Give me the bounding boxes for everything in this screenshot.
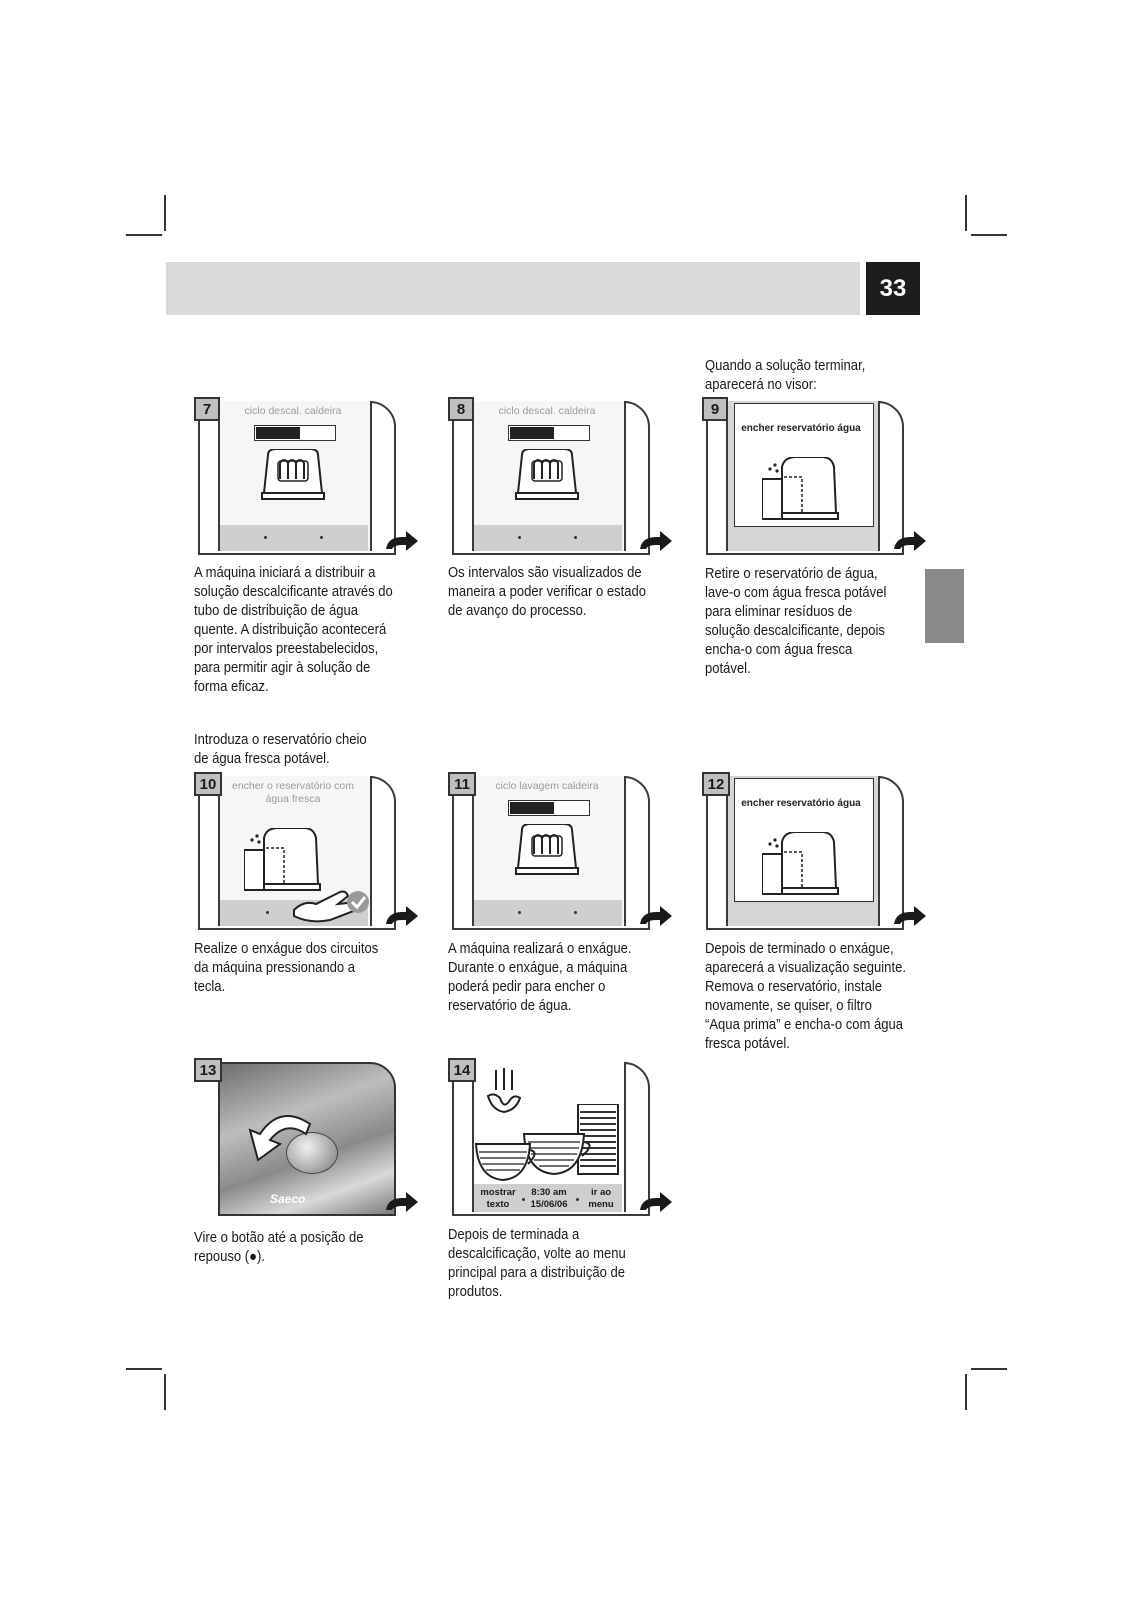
step-panel [702, 772, 902, 932]
machine-icon [512, 449, 584, 503]
step-text: A máquina realizará o enxágue. Durante o enxágue, a máquina poderá pedir para encher o reservatório de água. [448, 941, 632, 1014]
progress-fill [510, 427, 554, 439]
show-text-softkey[interactable]: mostrar texto [480, 1187, 516, 1210]
screen-title: encher reservatório água [741, 423, 861, 434]
step-number: 9 [702, 397, 728, 421]
next-arrow-icon [384, 1188, 420, 1214]
crop-mark [126, 1368, 162, 1370]
cups-icon [474, 1104, 624, 1184]
machine-photo [218, 1062, 396, 1216]
next-arrow-icon [638, 527, 674, 553]
crop-mark [164, 1374, 166, 1410]
next-arrow-icon [892, 902, 928, 928]
step-panel [448, 1058, 648, 1218]
screen-title: encher o reservatório com água fresca [232, 780, 354, 805]
next-arrow-icon [638, 1188, 674, 1214]
crop-mark [126, 234, 162, 236]
step-number: 10 [194, 772, 222, 796]
crop-mark [164, 195, 166, 231]
machine-icon [258, 449, 330, 503]
step-panel [194, 772, 394, 932]
step-text: A máquina iniciará a distribuir a solução descalcificante através do tubo de distribuição de água quente. A distribuição acontecerá por intervalos preestabelecidos, para permitir agir à solução de forma eficaz. [194, 565, 393, 695]
step-text: Realize o enxágue dos circuitos da máquina pressionando a tecla. [194, 941, 379, 995]
softkey-bar [474, 1184, 622, 1212]
softkey-bar [220, 525, 368, 551]
header-bar [166, 262, 860, 315]
crop-mark [965, 1374, 967, 1410]
machine-icon [512, 824, 584, 878]
step-panel [448, 397, 648, 557]
screen-title: ciclo descal. caldeira [498, 405, 596, 417]
step-text: Vire o botão até a posição de repouso (●). [194, 1230, 364, 1265]
step-text: Os intervalos são visualizados de maneira a poder verificar o estado de avanço do processo. [448, 565, 647, 619]
progress-fill [256, 427, 300, 439]
softkey-bar [474, 525, 622, 551]
intro-top-text: Quando a solução terminar, aparecerá no visor: [705, 358, 866, 393]
step-text: Retire o reservatório de água, lave-o com água fresca potável para eliminar resíduos de solução descalcificante, depois encha-o com água fresca potável. [705, 566, 887, 677]
step-panel [448, 772, 648, 932]
intro-mid-text: Introduza o reservatório cheio de água fresca potável. [194, 732, 367, 767]
step-number: 12 [702, 772, 730, 796]
rotate-arrow-icon [240, 1104, 320, 1174]
next-arrow-icon [384, 902, 420, 928]
screen-title: ciclo lavagem caldeira [495, 780, 599, 792]
water-tank-icon [762, 832, 842, 898]
go-menu-softkey[interactable]: ir ao menu [588, 1187, 614, 1210]
brand-logo: Saeco [270, 1192, 306, 1206]
step-panel [702, 397, 902, 557]
screen-title: encher reservatório água [741, 798, 861, 809]
progress-bar [254, 425, 336, 441]
next-arrow-icon [638, 902, 674, 928]
clock-date: 8:30 am 15/06/06 [530, 1187, 568, 1210]
crop-mark [965, 195, 967, 231]
step-text: Depois de terminado o enxágue, aparecerá a visualização seguinte. Remova o reservatório, instale novamente, se quiser, o filtro “Aqua prima” e encha-o com água fresca potável. [705, 941, 906, 1052]
crop-mark [971, 234, 1007, 236]
softkey-bar [474, 900, 622, 926]
progress-fill [510, 802, 554, 814]
page-number: 33 [866, 262, 920, 315]
crop-mark [971, 1368, 1007, 1370]
progress-bar [508, 425, 590, 441]
progress-bar [508, 800, 590, 816]
next-arrow-icon [384, 527, 420, 553]
step-number: 7 [194, 397, 220, 421]
hand-press-icon [290, 882, 374, 924]
section-tab [925, 569, 964, 643]
step-number: 14 [448, 1058, 476, 1082]
next-arrow-icon [892, 527, 928, 553]
water-tank-icon [762, 457, 842, 523]
screen-title: ciclo descal. caldeira [244, 405, 342, 417]
step-number: 13 [194, 1058, 222, 1082]
step-panel [194, 397, 394, 557]
step-number: 8 [448, 397, 474, 421]
step-number: 11 [448, 772, 476, 796]
step-text: Depois de terminada a descalcificação, volte ao menu principal para a distribuição de produtos. [448, 1227, 626, 1300]
step-panel [194, 1058, 394, 1218]
